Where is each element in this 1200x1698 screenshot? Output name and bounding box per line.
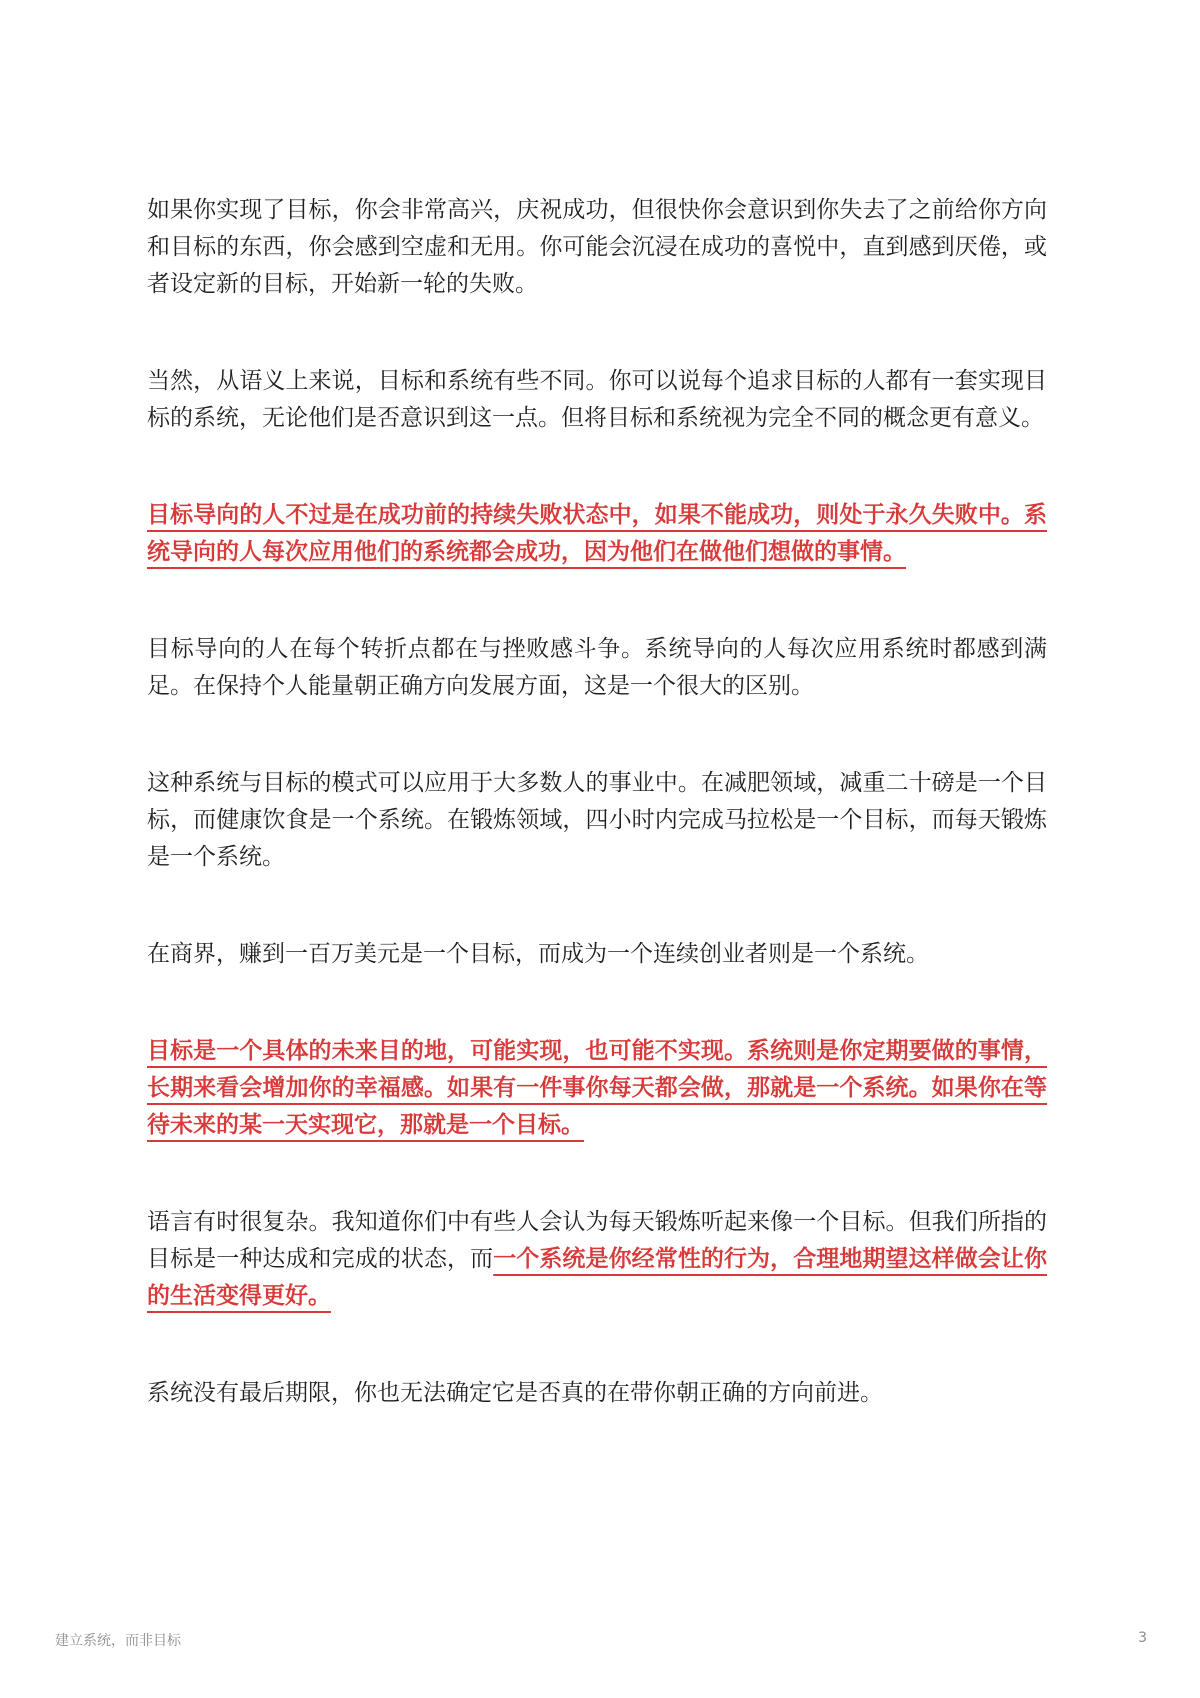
paragraph-6: 在商界，赚到一百万美元是一个目标，而成为一个连续创业者则是一个系统。: [147, 941, 929, 967]
paragraph-9: 系统没有最后期限，你也无法确定它是否真的在带你朝正确的方向前进。: [147, 1380, 883, 1406]
highlighted-quote-2-text: 目标是一个具体的未来目的地，可能实现，也可能不实现。系统则是你定期要做的事情，长期来看会增加你的幸福感。如果有一件事你每天都会做，那就是一个系统。如果你在等待未来的某一天实现它，那就是一个目标。: [147, 1038, 1047, 1138]
paragraph-8-plain: 语言有时很复杂。我知道你们中有些人会认为每天锻炼听起来像一个目标。但我们所指的目标是一种达成和完成的状态，而: [147, 1209, 1047, 1272]
paragraph-4: 目标导向的人在每个转折点都在与挫败感斗争。系统导向的人每次应用系统时都感到满足。在保持个人能量朝正确方向发展方面，这是一个很大的区别。: [147, 636, 1047, 699]
paragraph-1: 如果你实现了目标，你会非常高兴，庆祝成功，但很快你会意识到你失去了之前给你方向和目标的东西，你会感到空虚和无用。你可能会沉浸在成功的喜悦中，直到感到厌倦，或者设定新的目标，开始新一轮的失败。: [147, 197, 1047, 297]
paragraph-2: 当然，从语义上来说，目标和系统有些不同。你可以说每个追求目标的人都有一套实现目标的系统，无论他们是否意识到这一点。但将目标和系统视为完全不同的概念更有意义。: [147, 368, 1047, 431]
paragraph-5: 这种系统与目标的模式可以应用于大多数人的事业中。在减肥领域，减重二十磅是一个目标，而健康饮食是一个系统。在锻炼领域，四小时内完成马拉松是一个目标，而每天锻炼是一个系统。: [147, 770, 1047, 870]
footer-document-title: 建立系统，而非目标: [55, 1633, 181, 1649]
highlighted-quote-1-text: 目标导向的人不过是在成功前的持续失败状态中，如果不能成功，则处于永久失败中。系统导向的人每次应用他们的系统都会成功，因为他们在做他们想做的事情。: [147, 502, 1047, 565]
footer-page-number: 3: [1138, 1630, 1147, 1646]
paragraph-8: [147, 1204, 1047, 1315]
highlighted-quote-2: [147, 1033, 1047, 1144]
body-content: [147, 192, 1047, 1412]
paragraph-8-highlight: 一个系统是你经常性的行为，合理地期望这样做会让你的生活变得更好。: [147, 1246, 1048, 1309]
highlighted-quote-1: [147, 497, 1047, 571]
